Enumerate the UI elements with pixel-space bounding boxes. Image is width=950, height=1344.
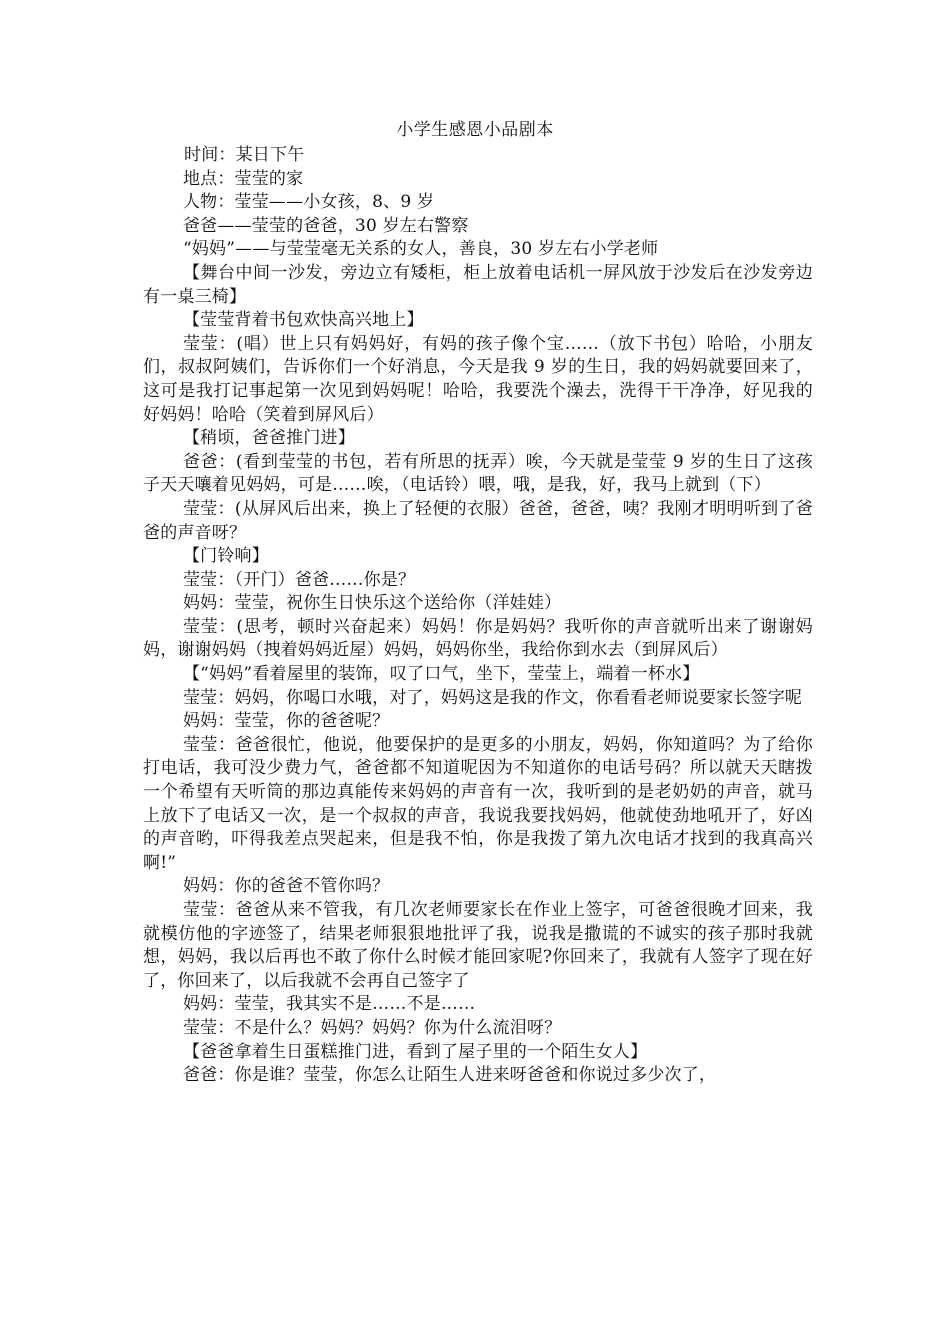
dialogue-line: 莹莹：爸爸很忙，他说，他要保护的是更多的小朋友，妈妈，你知道吗？为了给你打电话，我可没少费力气，爸爸都不知道呢因为不知道你的电话号码？所以就天天瞎拨一个希望有天听筒的那边真能传来妈妈的声音有一次，我听到的是老奶奶的声音，就马上放下了电话又一次，是一个叔叔的声音，我说我要找妈妈，他就使劲地吼开了，好凶的声音哟，吓得我差点哭起来，但是我不怕，你是我拨了第九次电话才找到的我真高兴啊!” xyxy=(143,734,813,873)
character-father: 爸爸——莹莹的爸爸，30 岁左右警察 xyxy=(182,215,469,236)
dialogue-line: 妈妈：你的爸爸不管你吗？ xyxy=(182,876,390,897)
characters-line: 人物：莹莹——小女孩，8、9 岁 xyxy=(182,192,435,213)
stage-direction: 【爸爸拿着生日蛋糕推门进，看到了屋子里的一个陌生女人】 xyxy=(182,1041,648,1062)
dialogue-line: 妈妈：莹莹，我其实不是……不是…… xyxy=(182,994,476,1015)
document-title: 小学生感恩小品剧本 xyxy=(396,120,554,140)
character-mother: “妈妈”——与莹莹毫无关系的女人，善良，30 岁左右小学老师 xyxy=(182,239,659,260)
dialogue-line: 莹莹：(从屏风后出来，换上了轻便的衣服）爸爸，爸爸，咦？我刚才明明听到了爸爸的声音呀？ xyxy=(143,498,813,543)
dialogue-line: 莹莹：(思考，顿时兴奋起来）妈妈！你是妈妈？我听你的声音就听出来了谢谢妈妈，谢谢妈妈（拽着妈妈近屋）妈妈，妈妈你坐，我给你到水去（到屏风后） xyxy=(143,616,813,661)
dialogue-line: 妈妈：莹莹，你的爸爸呢？ xyxy=(182,711,390,732)
stage-direction: 【舞台中间一沙发，旁边立有矮柜，柜上放着电话机一屏风放于沙发后在沙发旁边有一桌三椅】 xyxy=(143,262,813,307)
dialogue-line: 莹莹：爸爸从来不管我，有几次老师要家长在作业上签字，可爸爸很晚才回来，我就模仿他的字迹签了，结果老师狠狠地批评了我，说我是撒谎的不诚实的孩子那时我就想，妈妈，我以后再也不敢了你什么时候才能回家呢?你回来了，我就有人签字了现在好了，你回来了，以后我就不会再自己签字了 xyxy=(143,900,813,991)
dialogue-line: 莹莹：不是什么？妈妈？妈妈？你为什么流泪呀？ xyxy=(182,1017,562,1038)
stage-direction: 【“妈妈”看着屋里的装饰，叹了口气，坐下，莹莹上，端着一杯水】 xyxy=(182,664,700,685)
dialogue-line: 爸爸：(看到莹莹的书包，若有所思的抚弄）唉，今天就是莹莹 9 岁的生日了这孩子天天嚷着见妈妈，可是……唉，（电话铃）喂，哦，是我，好，我马上就到（下） xyxy=(143,451,813,496)
stage-direction: 【莹莹背着书包欢快高兴地上】 xyxy=(182,310,424,331)
dialogue-line: 爸爸：你是谁？莹莹，你怎么让陌生人进来呀爸爸和你说过多少次了， xyxy=(182,1065,717,1086)
dialogue-line: 莹莹：妈妈，你喝口水哦，对了，妈妈这是我的作文，你看看老师说要家长签字呢 xyxy=(182,687,803,708)
dialogue-line: 莹莹：(唱）世上只有妈妈好，有妈的孩子像个宝……（放下书包）哈哈，小朋友们，叔叔阿姨们，告诉你们一个好消息，今天是我 9 岁的生日，我的妈妈就要回来了，这可是我打记事起第一次见到妈妈呢！哈哈，我要洗个澡去，洗得干干净净，好见我的好妈妈！哈哈（笑着到屏风后） xyxy=(143,333,813,425)
dialogue-line: 妈妈：莹莹，祝你生日快乐这个送给你（洋娃娃） xyxy=(182,593,562,614)
time-line: 时间：某日下午 xyxy=(184,145,305,165)
stage-direction: 【门铃响】 xyxy=(182,546,269,567)
script-body xyxy=(143,144,813,1088)
dialogue-line: 莹莹：（开门）爸爸……你是？ xyxy=(182,569,416,590)
place-line: 地点：莹莹的家 xyxy=(182,168,304,189)
stage-direction: 【稍顷，爸爸推门进】 xyxy=(182,428,355,449)
